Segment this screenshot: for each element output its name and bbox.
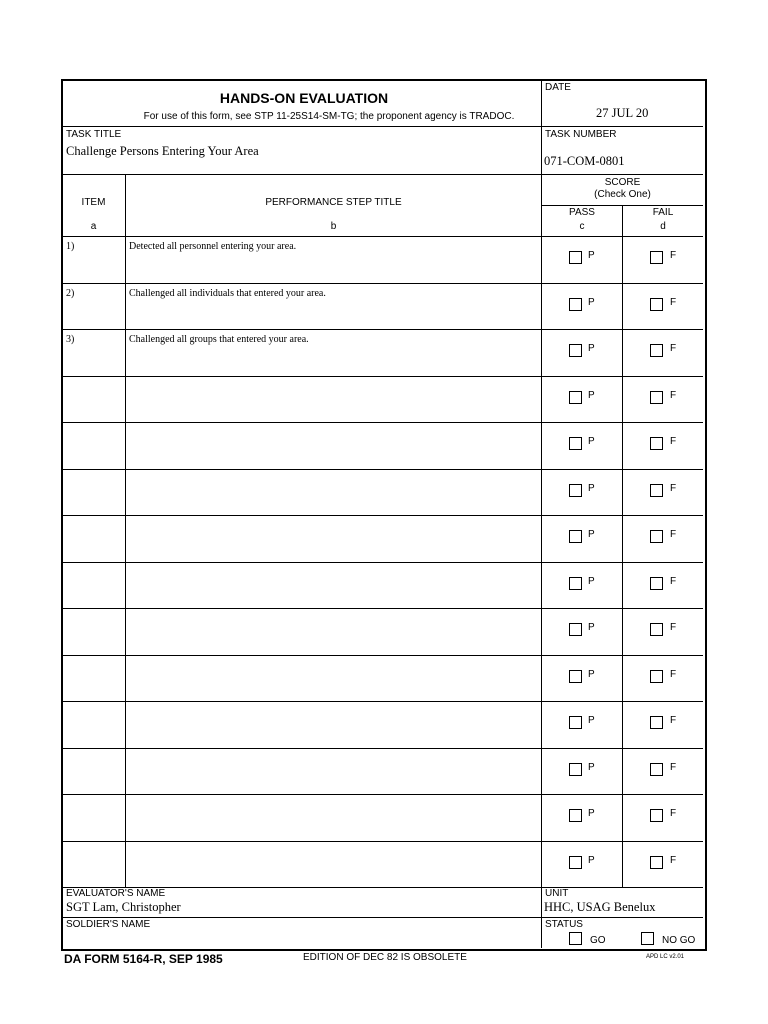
pass-header: PASS bbox=[569, 207, 595, 218]
pass-box-label: P bbox=[588, 715, 595, 726]
nogo-checkbox[interactable] bbox=[641, 932, 654, 945]
fail-checkbox[interactable] bbox=[650, 809, 663, 822]
fail-box-label: F bbox=[670, 622, 677, 633]
header-divider bbox=[541, 80, 542, 887]
nogo-label: NO GO bbox=[662, 935, 696, 946]
pass-checkbox[interactable] bbox=[569, 716, 582, 729]
task-title-value[interactable]: Challenge Persons Entering Your Area bbox=[66, 144, 259, 158]
row-divider bbox=[62, 329, 703, 330]
row-item-number: 3) bbox=[66, 334, 75, 345]
fail-box-label: F bbox=[670, 715, 677, 726]
fail-box-label: F bbox=[670, 250, 677, 261]
task-title-label: TASK TITLE bbox=[66, 129, 122, 140]
fail-box-label: F bbox=[670, 808, 677, 819]
row-divider bbox=[62, 841, 703, 842]
item-sub-letter: a bbox=[90, 221, 97, 232]
evaluator-label: EVALUATOR'S NAME bbox=[66, 888, 166, 899]
fail-box-label: F bbox=[670, 343, 677, 354]
pass-box-label: P bbox=[588, 296, 595, 308]
fail-box-label: F bbox=[670, 575, 677, 587]
score-sub: (Check One) bbox=[594, 189, 651, 200]
pass-box-label: P bbox=[588, 529, 595, 540]
pass-box-label: P bbox=[588, 436, 595, 447]
fail-checkbox[interactable] bbox=[650, 716, 663, 729]
task-bottom-line bbox=[62, 174, 703, 175]
footer-mid-line bbox=[62, 917, 703, 918]
pass-checkbox[interactable] bbox=[569, 670, 582, 683]
pass-checkbox[interactable] bbox=[569, 856, 582, 869]
fail-checkbox[interactable] bbox=[650, 856, 663, 869]
pass-box-label: P bbox=[588, 622, 595, 633]
step-sub-letter: b bbox=[330, 221, 337, 232]
pass-checkbox[interactable] bbox=[569, 809, 582, 822]
row-divider bbox=[62, 515, 703, 516]
fail-box-label: F bbox=[670, 529, 677, 540]
fail-box-label: F bbox=[670, 482, 677, 494]
pass-checkbox[interactable] bbox=[569, 484, 582, 497]
pass-checkbox[interactable] bbox=[569, 251, 582, 264]
pass-box-label: P bbox=[588, 482, 595, 494]
pass-box-label: P bbox=[588, 389, 595, 401]
fail-checkbox[interactable] bbox=[650, 391, 663, 404]
pass-checkbox[interactable] bbox=[569, 577, 582, 590]
version-label: APD LC v2.01 bbox=[646, 954, 685, 960]
row-item-number: 1) bbox=[66, 241, 75, 252]
row-step-title: Challenged all groups that entered your area. bbox=[129, 334, 309, 345]
task-number-label: TASK NUMBER bbox=[545, 129, 617, 140]
fail-box-label: F bbox=[670, 389, 677, 401]
footer-divider bbox=[541, 887, 542, 948]
fail-checkbox[interactable] bbox=[650, 623, 663, 636]
row-divider bbox=[62, 283, 703, 284]
score-header: SCORE bbox=[604, 177, 641, 188]
fail-checkbox[interactable] bbox=[650, 298, 663, 311]
score-header-line bbox=[541, 205, 703, 206]
item-header: ITEM bbox=[81, 197, 106, 208]
pass-box-label: P bbox=[588, 761, 595, 773]
pass-box-label: P bbox=[588, 854, 595, 866]
evaluator-value[interactable]: SGT Lam, Christopher bbox=[66, 900, 181, 914]
row-item-number: 2) bbox=[66, 287, 75, 299]
form-id: DA FORM 5164-R, SEP 1985 bbox=[64, 952, 223, 966]
row-divider bbox=[62, 376, 703, 377]
row-divider bbox=[62, 655, 703, 656]
pass-box-label: P bbox=[588, 575, 595, 587]
fail-checkbox[interactable] bbox=[650, 344, 663, 357]
pass-checkbox[interactable] bbox=[569, 530, 582, 543]
row-divider bbox=[62, 794, 703, 795]
go-label: GO bbox=[590, 935, 606, 946]
pass-checkbox[interactable] bbox=[569, 437, 582, 450]
row-step-title: Challenged all individuals that entered your area. bbox=[129, 287, 326, 299]
edition-note: EDITION OF DEC 82 IS OBSOLETE bbox=[303, 952, 467, 963]
row-divider bbox=[62, 469, 703, 470]
fail-checkbox[interactable] bbox=[650, 437, 663, 450]
fail-checkbox[interactable] bbox=[650, 763, 663, 776]
pass-sub-letter: c bbox=[579, 221, 585, 232]
pass-checkbox[interactable] bbox=[569, 763, 582, 776]
unit-value[interactable]: HHC, USAG Benelux bbox=[544, 900, 656, 914]
column-header-bottom-line bbox=[62, 236, 703, 237]
task-number-value[interactable]: 071-COM-0801 bbox=[544, 154, 625, 168]
pass-checkbox[interactable] bbox=[569, 344, 582, 357]
fail-box-label: F bbox=[670, 436, 677, 447]
date-label: DATE bbox=[545, 82, 571, 93]
form-title: HANDS-ON EVALUATION bbox=[219, 90, 389, 106]
row-divider bbox=[62, 562, 703, 563]
pass-checkbox[interactable] bbox=[569, 391, 582, 404]
status-label: STATUS bbox=[545, 919, 583, 930]
pass-box-label: P bbox=[588, 250, 595, 261]
pass-box-label: P bbox=[588, 808, 595, 819]
unit-label: UNIT bbox=[545, 888, 569, 899]
pass-checkbox[interactable] bbox=[569, 623, 582, 636]
row-divider bbox=[62, 422, 703, 423]
row-divider bbox=[62, 748, 703, 749]
fail-checkbox[interactable] bbox=[650, 530, 663, 543]
fail-checkbox[interactable] bbox=[650, 577, 663, 590]
row-divider bbox=[62, 701, 703, 702]
header-bottom-line bbox=[62, 126, 703, 127]
fail-box-label: F bbox=[670, 854, 677, 866]
fail-sub-letter: d bbox=[660, 221, 666, 232]
date-value[interactable]: 27 JUL 20 bbox=[596, 106, 649, 120]
form-subtitle: For use of this form, see STP 11-25S14-SM-TG; the proponent agency is TRADOC. bbox=[143, 111, 515, 122]
fail-box-label: F bbox=[670, 668, 677, 680]
go-checkbox[interactable] bbox=[569, 932, 582, 945]
row-divider bbox=[62, 608, 703, 609]
fail-header: FAIL bbox=[652, 207, 674, 218]
pass-fail-divider bbox=[622, 205, 623, 887]
fail-checkbox[interactable] bbox=[650, 251, 663, 264]
soldier-label: SOLDIER'S NAME bbox=[66, 919, 151, 930]
step-header: PERFORMANCE STEP TITLE bbox=[265, 197, 402, 208]
row-step-title: Detected all personnel entering your area. bbox=[129, 241, 297, 252]
item-column-divider bbox=[125, 174, 126, 887]
fail-checkbox[interactable] bbox=[650, 484, 663, 497]
fail-box-label: F bbox=[670, 761, 677, 773]
pass-box-label: P bbox=[588, 668, 595, 680]
fail-box-label: F bbox=[670, 296, 677, 308]
pass-checkbox[interactable] bbox=[569, 298, 582, 311]
fail-checkbox[interactable] bbox=[650, 670, 663, 683]
pass-box-label: P bbox=[588, 343, 595, 354]
